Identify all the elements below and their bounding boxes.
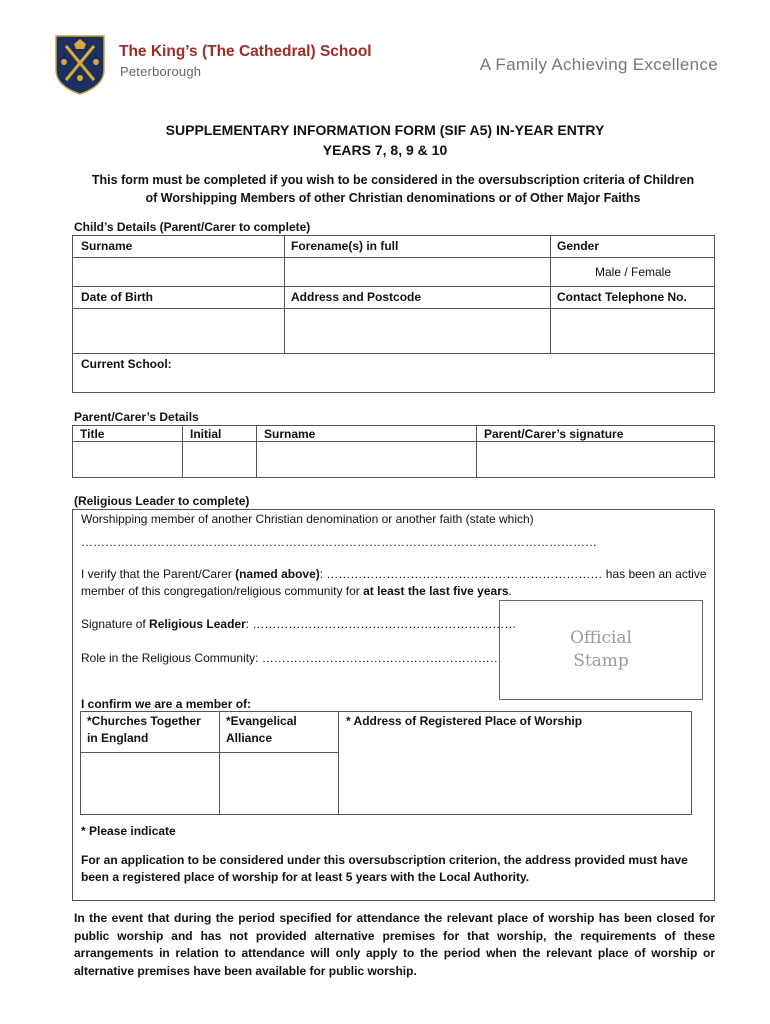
registration-note-l1: For an application to be considered under this oversubscription criterion, the address provided must have bbox=[81, 853, 688, 867]
current-school-label: Current School: bbox=[81, 357, 172, 371]
form-title-line1: SUPPLEMENTARY INFORMATION FORM (SIF A5) IN-YEAR ENTRY bbox=[165, 122, 605, 138]
footer-paragraph bbox=[74, 910, 715, 980]
footer-line2: public worship and has not provided alternative premises for that worship, the requirements of these bbox=[74, 928, 715, 943]
registration-note-l2: been a registered place of worship for at least 5 years with the Local Authority. bbox=[81, 870, 530, 884]
address-label: Address and Postcode bbox=[291, 290, 422, 304]
intro-line1: This form must be completed if you wish to be considered in the oversubscription criteria of Children bbox=[91, 173, 695, 187]
intro-line2: of Worshipping Members of other Christian denominations or of Other Major Faiths bbox=[145, 191, 641, 205]
school-name: The King’s (The Cathedral) School bbox=[119, 43, 372, 60]
evangelical-alliance-l2: Alliance bbox=[226, 731, 273, 745]
surname-input[interactable] bbox=[73, 258, 283, 285]
churches-together-checkbox[interactable] bbox=[81, 753, 218, 814]
gender-label: Gender bbox=[557, 239, 600, 253]
leader-signature-field[interactable]: : ………………………………………………………… bbox=[245, 617, 517, 631]
stamp-line1: Official bbox=[570, 628, 632, 648]
parent-surname-label: Surname bbox=[264, 427, 316, 441]
gender-options[interactable]: Male / Female bbox=[594, 265, 672, 279]
phone-input[interactable] bbox=[551, 309, 714, 352]
worship-address-input[interactable] bbox=[339, 733, 691, 814]
worship-address-label: * Address of Registered Place of Worship bbox=[346, 714, 583, 728]
verify2-five-years: at least the last five years bbox=[363, 584, 509, 598]
parent-initial-input[interactable] bbox=[183, 442, 255, 477]
religious-heading: (Religious Leader to complete) bbox=[74, 494, 250, 508]
worship-line: Worshipping member of another Christian denomination or another faith (state which) bbox=[81, 512, 534, 526]
signature-label: Signature of bbox=[81, 617, 150, 631]
parent-details-heading: Parent/Carer’s Details bbox=[74, 410, 199, 424]
footer-line3: arrangements in relation to attendance will only apply to the period when the relevant place of worship or bbox=[74, 946, 715, 960]
dob-input[interactable] bbox=[73, 309, 283, 352]
confirm-member-label: I confirm we are a member of: bbox=[81, 697, 252, 711]
stamp-line2: Stamp bbox=[573, 651, 629, 671]
parent-signature-label: Parent/Carer’s signature bbox=[484, 427, 624, 441]
child-details-heading: Child’s Details (Parent/Carer to complete) bbox=[74, 220, 311, 234]
school-location: Peterborough bbox=[120, 64, 202, 79]
signature-religious-leader: Religious Leader bbox=[149, 617, 246, 631]
verify-line1 bbox=[81, 566, 707, 584]
official-stamp-box bbox=[499, 600, 703, 700]
signature-line bbox=[81, 616, 516, 634]
address-input[interactable] bbox=[285, 309, 549, 352]
verify-named-above: (named above) bbox=[235, 567, 320, 581]
role-field[interactable]: Role in the Religious Community: …………………………………………………… bbox=[81, 651, 502, 665]
form-title-line2: YEARS 7, 8, 9 & 10 bbox=[322, 142, 448, 158]
evangelical-alliance-l1: *Evangelical bbox=[226, 714, 297, 728]
denomination-input-dots[interactable]: ………………………………………………………………………………………………………………… bbox=[81, 535, 597, 549]
verify2-text: member of this congregation/religious community for bbox=[81, 584, 364, 598]
phone-label: Contact Telephone No. bbox=[557, 290, 687, 304]
divider bbox=[72, 353, 715, 354]
dob-label: Date of Birth bbox=[81, 290, 153, 304]
parent-signature-input[interactable] bbox=[477, 442, 714, 477]
verify2-end: . bbox=[508, 584, 512, 598]
parent-surname-input[interactable] bbox=[257, 442, 475, 477]
forenames-input[interactable] bbox=[285, 258, 549, 285]
current-school-input[interactable] bbox=[180, 355, 710, 391]
churches-together-l2: in England bbox=[87, 731, 149, 745]
evangelical-alliance-checkbox[interactable] bbox=[220, 753, 337, 814]
school-crest-logo bbox=[54, 34, 106, 96]
please-indicate-note: * Please indicate bbox=[81, 824, 176, 838]
school-motto: A Family Achieving Excellence bbox=[479, 55, 718, 74]
churches-together-l1: *Churches Together bbox=[87, 714, 201, 728]
divider bbox=[72, 286, 715, 287]
footer-line4: alternative premises have been available for public worship. bbox=[74, 963, 417, 978]
verify-line2 bbox=[81, 583, 512, 601]
forenames-label: Forename(s) in full bbox=[291, 239, 399, 253]
surname-label: Surname bbox=[81, 239, 133, 253]
parent-title-label: Title bbox=[80, 427, 105, 441]
verify-parent-name-field[interactable]: : …………………………………………………………… has been an active bbox=[319, 567, 707, 581]
parent-initial-label: Initial bbox=[190, 427, 222, 441]
parent-title-input[interactable] bbox=[73, 442, 181, 477]
verify-text: I verify that the Parent/Carer bbox=[81, 567, 236, 581]
footer-line1: In the event that during the period specified for attendance the relevant place of worship has been closed for bbox=[74, 911, 715, 925]
